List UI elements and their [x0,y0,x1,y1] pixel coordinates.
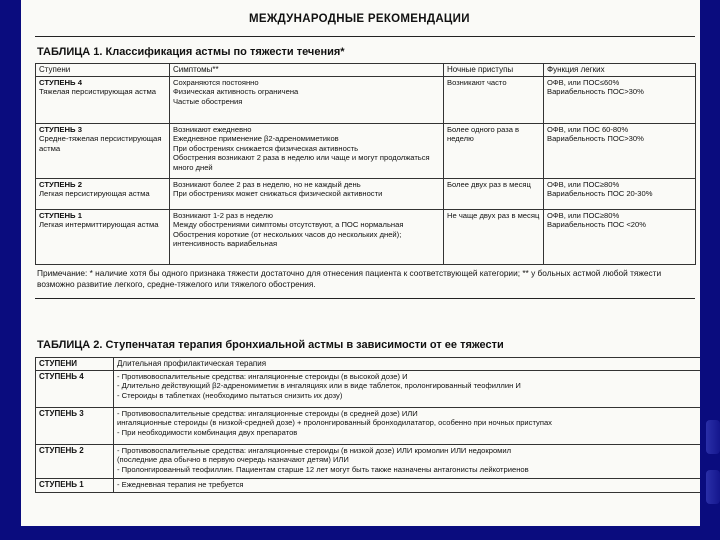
symptom-line: Ежедневное применение β2-адреномиметиков [173,134,339,144]
night-attacks-cell: Возникают часто [444,76,544,123]
stepwise-therapy-table [35,357,700,493]
step-label: СТУПЕНЬ 1 [39,210,82,220]
therapy-line: - Противовоспалительные средства: ингаляционные стероиды (в средней дозе) ИЛИ [117,408,418,418]
symptom-line: Возникают более 2 раз в неделю, но не каждый день [173,179,361,189]
lung-line: Вариабельность ПОС>30% [547,134,644,144]
note-rule [35,298,695,299]
step-description: Тяжелая персистирующая астма [39,87,157,97]
therapy-line: - Стероиды в таблетках (необходимо пытаться снизить их дозу) [117,390,343,400]
therapy-cell [114,407,701,444]
scanned-page [21,0,700,526]
symptom-line: Сохраняются постоянно [173,77,259,87]
lung-line: Вариабельность ПОС <20% [547,220,646,230]
header-rule [35,36,695,37]
therapy-line: - Длительно действующий β2-адреномиметик в ингаляциях или в виде таблеток, пролонгированный теофиллин И [117,381,521,391]
column-header: Ступени [36,64,170,77]
step-cell [36,209,170,264]
therapy-line: - Противовоспалительные средства: ингаляционные стероиды (в низкой дозе) ИЛИ кромолин ИЛИ недокромил [117,445,512,455]
step-cell [36,178,170,209]
table-row [36,478,701,492]
therapy-line: (последние два обычно в первую очередь назначают детям) ИЛИ [117,455,349,465]
symptom-line: Возникают ежедневно [173,124,252,134]
therapy-cell [114,478,701,492]
lung-function-cell [544,76,696,123]
step-description: Легкая персистирующая астма [39,189,150,199]
symptom-line: При обострениях может снижаться физической активности [173,189,383,199]
symptom-line: Физическая активность ограничена [173,87,299,97]
symptoms-cell [170,76,444,123]
symptoms-cell [170,178,444,209]
therapy-cell [114,370,701,407]
page-header-title: МЕЖДУНАРОДНЫЕ РЕКОМЕНДАЦИИ [249,13,470,25]
table-header-row [36,64,696,77]
night-attacks-cell: Не чаще двух раз в месяц [444,209,544,264]
step-label: СТУПЕНЬ 1 [36,478,114,492]
therapy-line: - Пролонгированный теофиллин. Пациентам старше 12 лет могут быть также назначены антагонисты лейкотриенов [117,464,529,474]
symptom-line: Частые обострения [173,96,243,106]
symptom-line: При обострениях снижается физическая активность [173,143,359,153]
symptom-line: Между обострениями симптомы отсутствуют, а ПОС нормальная [173,220,404,230]
column-header: Функция легких [544,64,696,77]
therapy-line: - Ежедневная терапия не требуется [117,479,244,489]
table-row [36,370,701,407]
symptom-line: Обострения короткие (от нескольких часов до нескольких дней); интенсивность вариабельная [173,229,402,249]
column-header: Ночные приступы [444,64,544,77]
column-header: Длительная профилактическая терапия [114,358,701,371]
table-header-row [36,358,701,371]
therapy-line: - При необходимости комбинация двух препаратов [117,427,298,437]
lung-line: Вариабельность ПОС>30% [547,87,644,97]
night-attacks-cell: Более двух раз в месяц [444,178,544,209]
lung-function-cell [544,178,696,209]
table-row [36,407,701,444]
symptoms-cell [170,209,444,264]
table1-note: Примечание: * наличие хотя бы одного признака тяжести достаточно для отнесения пациента к соответствующей категории; ** у больных астмой любой тяжести возможно развитие легкого, средне-тяжелого или тяжелого обострения. [37,268,662,289]
column-header: Симптомы** [170,64,444,77]
symptom-line: Возникают 1-2 раз в неделю [173,210,273,220]
step-cell [36,123,170,178]
table-row [36,444,701,478]
decor-tab-bottom [706,470,720,504]
table-row [36,76,696,123]
step-description: Средне-тяжелая персистирующая астма [39,134,162,153]
decor-tab-top [706,420,720,454]
lung-line: ОФВ, или ПОС 60-80% [547,124,629,134]
column-header: СТУПЕНИ [36,358,114,371]
step-description: Легкая интермиттирующая астма [39,220,159,230]
step-label: СТУПЕНЬ 2 [36,444,114,478]
step-label: СТУПЕНЬ 3 [36,407,114,444]
table2-title: ТАБЛИЦА 2. Ступенчатая терапия бронхиальной астмы в зависимости от ее тяжести [37,339,504,351]
step-cell [36,76,170,123]
step-label: СТУПЕНЬ 4 [39,77,82,87]
table-row [36,209,696,264]
step-label: СТУПЕНЬ 4 [36,370,114,407]
symptoms-cell [170,123,444,178]
symptom-line: Обострения возникают 2 раза в неделю или чаще и могут продолжаться много дней [173,153,430,172]
therapy-cell [114,444,701,478]
lung-line: ОФВ, или ПОС≥80% [547,210,620,220]
lung-line: ОФВ, или ПОС≤60% [547,77,620,87]
table-row [36,178,696,209]
therapy-line: ингаляционные стероиды (в низкой-средней дозе) + пролонгированный бронходилататор, особенно при ночных приступах [117,418,552,428]
table-row [36,123,696,178]
step-label: СТУПЕНЬ 2 [39,179,82,189]
lung-line: ОФВ, или ПОС≥80% [547,179,620,189]
severity-classification-table [35,63,696,265]
step-label: СТУПЕНЬ 3 [39,124,82,134]
lung-function-cell [544,209,696,264]
lung-line: Вариабельность ПОС 20-30% [547,189,653,199]
table1-title: ТАБЛИЦА 1. Классификация астмы по тяжести течения* [37,46,345,58]
night-attacks-cell: Более одного раза в неделю [444,123,544,178]
therapy-line: - Противовоспалительные средства: ингаляционные стероиды (в высокой дозе) И [117,371,408,381]
lung-function-cell [544,123,696,178]
